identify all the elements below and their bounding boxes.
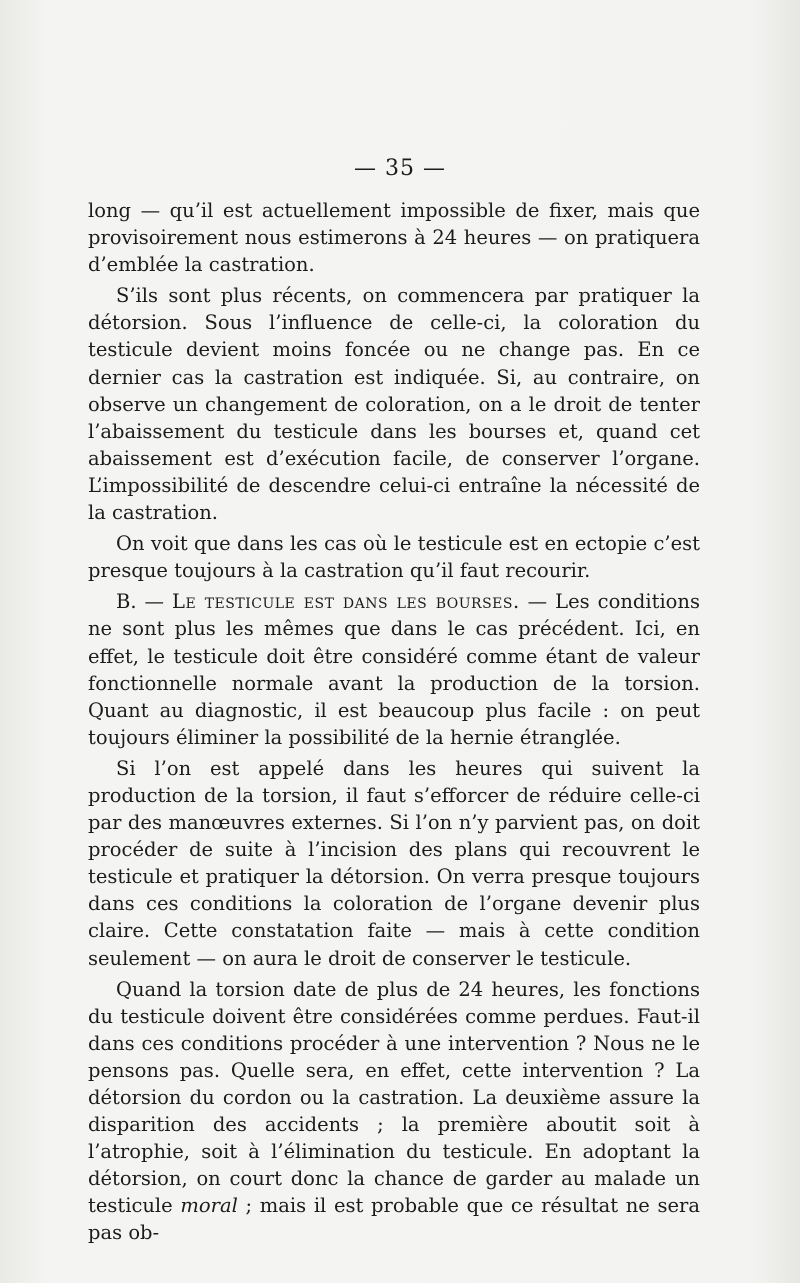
section-heading: Le testicule est dans les bourses. <box>172 590 520 614</box>
italic-word: moral <box>180 1194 238 1218</box>
paragraph-6 <box>88 976 700 1247</box>
section-label: B. — <box>116 590 173 614</box>
paragraph-2: S’ils sont plus récents, on commencera par pratiquer la détorsion. Sous l’influence de celle-ci, la coloration du testicule devient moins foncée ou ne change pas. En ce dernier cas la castration est indiquée. Si, au contraire, on observe un changement de coloration, on a le droit de tenter l’abaissement du testicule dans les bourses et, quand cet abaissement est d’exécution facile, de conserver l’organe. L’impossibilité de descendre celui-ci entraîne la nécessité de la castration. <box>88 284 700 525</box>
section-b-text: — Les conditions ne sont plus les mêmes que dans le cas précédent. Ici, en effet, le testicule doit être considéré comme étant de valeur fonctionnelle normale avant la production de la torsion. Quant au diagnostic, il est beaucoup plus facile : on peut toujours éliminer la possibilité de la hernie étranglée. <box>88 590 700 749</box>
paragraph-6-tail: ; mais il est probable que ce résultat ne sera pas ob- <box>88 1194 700 1245</box>
paragraph-4-section-b <box>88 588 700 751</box>
page-number: — 35 — <box>354 156 446 181</box>
paragraph-6-text: Quand la torsion date de plus de 24 heures, les fonctions du testicule doivent être considérées comme perdues. Faut-il dans ces conditions procéder à une intervention ? Nous ne le pensons pas. Quelle sera, en effet, cette intervention ? La détorsion du cordon ou la castration. La deuxième assure la disparition des accidents ; la première aboutit soit à l’atrophie, soit à l’élimination du testicule. En adoptant la détorsion, on court donc la chance de garder au malade un testicule <box>88 977 700 1218</box>
body-text <box>88 197 700 1247</box>
paragraph-1: long — qu’il est actuellement impossible de fixer, mais que provisoirement nous estimerons à 24 heures — on pratiquera d’emblée la castration. <box>88 199 700 277</box>
paragraph-5: Si l’on est appelé dans les heures qui suivent la production de la torsion, il faut s’efforcer de réduire celle-ci par des manœuvres externes. Si l’on n’y parvient pas, on doit procéder de suite à l’incision des plans qui recouvrent le testicule et pratiquer la détorsion. On verra presque toujours dans ces conditions la coloration de l’organe devenir plus claire. Cette constatation faite — mais à cette condition seulement — on aura le droit de conserver le testicule. <box>88 756 700 970</box>
paragraph-3: On voit que dans les cas où le testicule est en ectopie c’est presque toujours à la castration qu’il faut recourir. <box>88 532 700 583</box>
